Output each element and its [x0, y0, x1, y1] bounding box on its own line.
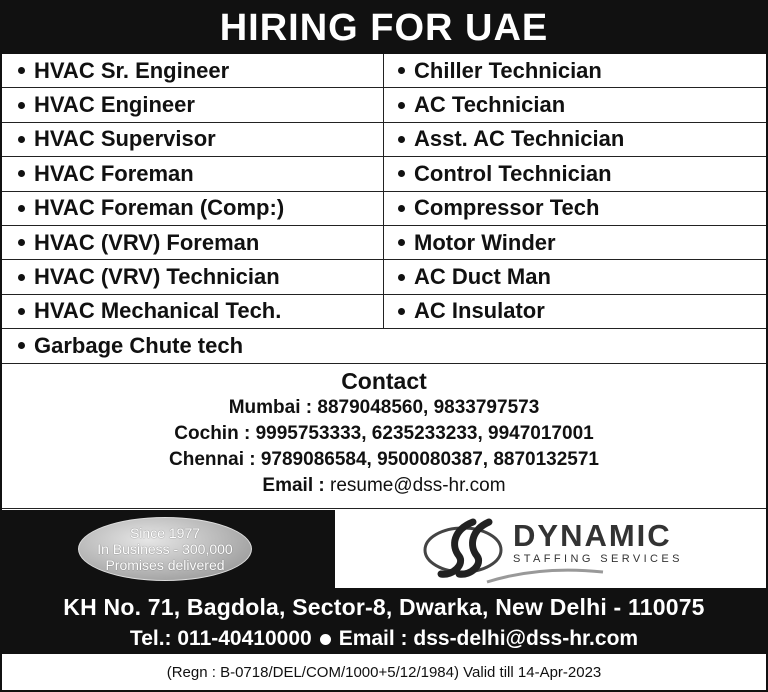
bullet-icon: [18, 136, 25, 143]
job-title: Asst. AC Technician: [414, 126, 625, 152]
job-title: AC Insulator: [414, 298, 545, 324]
page-title-text: HIRING FOR UAE: [219, 6, 549, 49]
contact-chennai: [2, 447, 766, 473]
phone-numbers: 9995753333, 6235233233, 9947017001: [255, 423, 594, 444]
job-title: Garbage Chute tech: [34, 332, 244, 358]
job-title: Compressor Tech: [414, 195, 600, 221]
job-title: HVAC (VRV) Foreman: [34, 229, 260, 255]
job-item: [2, 260, 384, 293]
since-panel: [2, 510, 335, 588]
bullet-icon: [18, 102, 25, 109]
city-label: Cochin :: [174, 423, 251, 444]
job-row: [2, 88, 766, 122]
job-row: [2, 260, 766, 294]
badge-line: Promises delivered: [105, 557, 225, 573]
swoosh-icon: [485, 566, 605, 584]
job-item: [384, 192, 766, 225]
job-title: Motor Winder: [414, 229, 556, 255]
contact-cochin: [2, 421, 766, 447]
email-link[interactable]: resume@dss-hr.com: [330, 475, 506, 496]
job-item: [2, 88, 384, 121]
registration-text: (Regn : B-0718/DEL/COM/1000+5/12/1984) Valid till 14-Apr-2023: [166, 663, 602, 681]
bullet-icon: [18, 308, 25, 315]
telephone: Tel.: 011-40410000: [129, 627, 312, 650]
bullet-icon: [398, 136, 405, 143]
footer-email[interactable]: Email : dss-delhi@dss-hr.com: [338, 627, 639, 650]
bullet-icon: [18, 274, 25, 281]
phone-numbers: 8879048560, 9833797573: [317, 397, 540, 418]
address: KH No. 71, Bagdola, Sector-8, Dwarka, New Delhi - 110075: [63, 594, 705, 620]
job-item: [384, 260, 766, 293]
bullet-icon: [320, 634, 331, 645]
tel-email-line: [2, 627, 766, 651]
bullet-icon: [398, 239, 405, 246]
job-title: HVAC Foreman (Comp:): [34, 195, 285, 221]
bullet-icon: [398, 102, 405, 109]
job-title: Chiller Technician: [414, 57, 602, 83]
job-item: [2, 295, 384, 328]
job-title: AC Duct Man: [414, 264, 551, 290]
bullet-icon: [18, 342, 25, 349]
job-item: [384, 88, 766, 121]
contact-heading: Contact: [341, 368, 427, 394]
job-row: [2, 54, 766, 88]
registration-note: [2, 654, 766, 690]
job-item: [2, 54, 384, 87]
job-row: [2, 123, 766, 157]
bullet-icon: [18, 205, 25, 212]
job-item: [2, 226, 384, 259]
job-title: Control Technician: [414, 160, 612, 186]
city-label: Chennai :: [169, 449, 256, 470]
job-item: [384, 123, 766, 156]
phone-numbers: 9789086584, 9500080387, 8870132571: [260, 449, 599, 470]
job-title: HVAC Mechanical Tech.: [34, 298, 282, 324]
bullet-icon: [398, 308, 405, 315]
page-title: [2, 2, 766, 54]
bullet-icon: [398, 170, 405, 177]
contact-section: [2, 364, 766, 509]
badge-line: Since 1977: [129, 525, 201, 541]
email-label: Email :: [262, 475, 325, 496]
job-row: [2, 329, 766, 363]
badge-line: In Business - 300,000: [97, 541, 233, 557]
job-item: [2, 157, 384, 190]
since-badge: [78, 517, 252, 581]
job-item: [384, 157, 766, 190]
brand-name: DYNAMIC: [513, 518, 672, 553]
job-row: [2, 192, 766, 226]
job-title: HVAC Sr. Engineer: [34, 57, 230, 83]
job-item: [2, 329, 766, 362]
contact-mumbai: [2, 395, 766, 421]
job-title: HVAC Foreman: [34, 160, 194, 186]
contact-email: [2, 473, 766, 499]
job-title: HVAC (VRV) Technician: [34, 264, 280, 290]
job-item: [384, 54, 766, 87]
job-list: [2, 54, 766, 364]
bullet-icon: [18, 170, 25, 177]
job-item: [2, 192, 384, 225]
job-row: [2, 226, 766, 260]
bullet-icon: [18, 239, 25, 246]
brand-tagline: STAFFING SERVICES: [513, 553, 683, 565]
bullet-icon: [398, 274, 405, 281]
job-item: [2, 123, 384, 156]
job-title: AC Technician: [414, 92, 566, 118]
job-item: [384, 295, 766, 328]
city-label: Mumbai :: [228, 397, 313, 418]
bullet-icon: [18, 67, 25, 74]
address-bar: [2, 588, 766, 654]
brand-row: [2, 510, 766, 588]
job-row: [2, 157, 766, 191]
job-item: [384, 226, 766, 259]
bullet-icon: [398, 67, 405, 74]
job-row: [2, 295, 766, 329]
brand-logo: [335, 510, 766, 588]
job-title: HVAC Engineer: [34, 92, 195, 118]
job-title: HVAC Supervisor: [34, 126, 216, 152]
bullet-icon: [398, 205, 405, 212]
